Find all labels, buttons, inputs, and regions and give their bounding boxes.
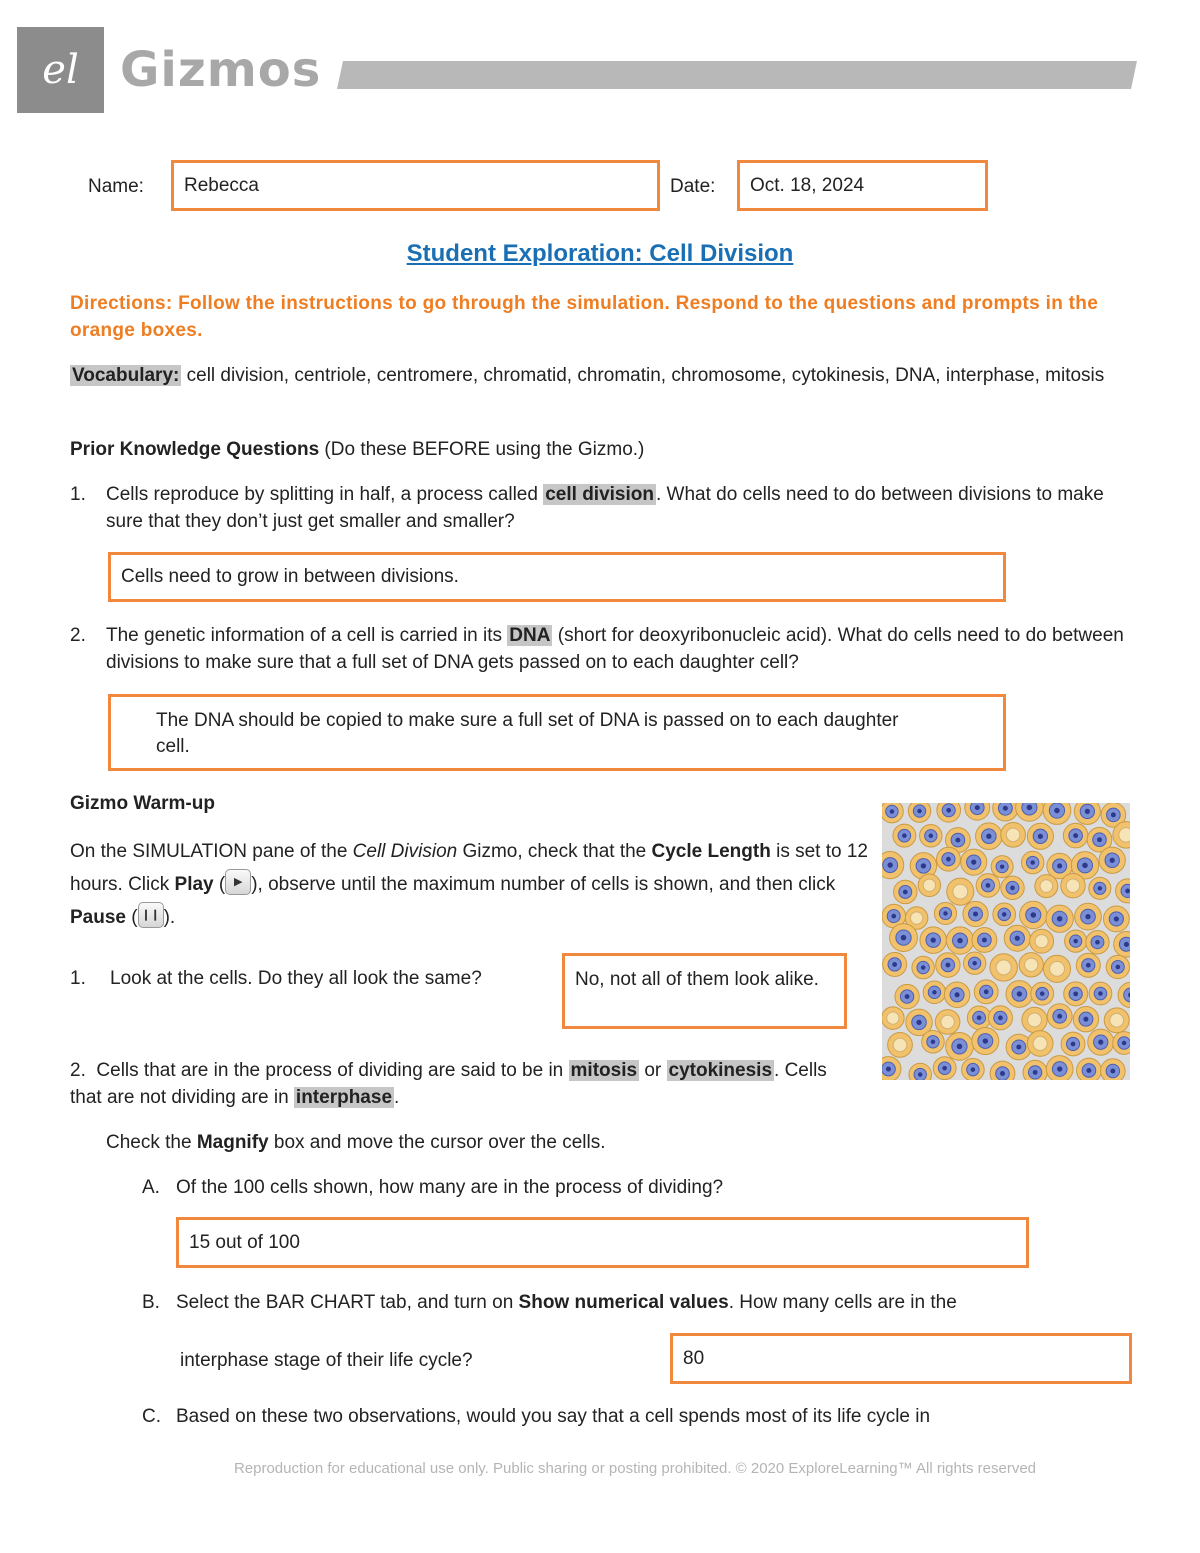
- cell: [1023, 1060, 1047, 1080]
- prior-q2-answer-box[interactable]: The DNA should be copied to make sure a full set of DNA is passed on to each daughter cell.: [108, 694, 1006, 771]
- warmup-q2-mid1: or: [639, 1060, 667, 1081]
- warmup-q2-text: [70, 1057, 850, 1111]
- cell: [920, 825, 942, 847]
- question-b-pre: Select the BAR CHART tab, and turn on: [176, 1292, 519, 1313]
- prior-q1-text: [106, 481, 1116, 535]
- cell: [1031, 982, 1054, 1005]
- cell: [882, 852, 904, 879]
- cell: [1027, 1031, 1053, 1057]
- cell: [922, 1031, 945, 1054]
- brand-name: Gizmos: [120, 42, 322, 98]
- cell: [946, 1032, 974, 1060]
- warmup-q1-answer-box[interactable]: No, not all of them look alike.: [562, 953, 847, 1029]
- vocabulary: [70, 362, 1130, 389]
- explorelearning-logo: [17, 27, 104, 113]
- cell: [1116, 879, 1130, 903]
- cell: [920, 927, 947, 954]
- cell: [936, 953, 960, 977]
- cell: [1073, 1006, 1098, 1031]
- vocabulary-text: cell division, centriole, centromere, chromatid, chromatin, chromosome, cytokinesis, DNA, interphase, mitosis: [181, 365, 1105, 386]
- cell: [1020, 901, 1047, 928]
- question-b-letter: B.: [142, 1292, 160, 1313]
- prior-q1-pre: Cells reproduce by splitting in half, a process called: [106, 484, 544, 505]
- cell: [976, 823, 1003, 850]
- logo-glyph: el: [42, 47, 79, 93]
- cell: [1006, 981, 1033, 1008]
- name-field[interactable]: Rebecca: [171, 160, 660, 211]
- cell: [1043, 955, 1070, 982]
- date-field[interactable]: Oct. 18, 2024: [737, 160, 988, 211]
- cell: [1030, 929, 1054, 953]
- cell: [1099, 847, 1125, 873]
- cell: [962, 1058, 985, 1080]
- cell: [1077, 1058, 1102, 1080]
- cell: [1114, 931, 1130, 957]
- prior-knowledge-heading: [70, 436, 1130, 463]
- cell: [1035, 875, 1058, 898]
- intro-t1: On the SIMULATION pane of the: [70, 841, 353, 862]
- pause-icon: ❙❙: [138, 902, 164, 928]
- cell: [946, 927, 973, 954]
- term-mitosis: mitosis: [570, 1060, 638, 1081]
- question-a-letter: A.: [142, 1177, 160, 1198]
- cell: [1101, 1059, 1126, 1080]
- intro-t7: ).: [163, 907, 176, 928]
- cell: [1074, 803, 1100, 824]
- warmup-intro: [70, 835, 870, 934]
- show-numerical-values-term: Show numerical values: [518, 1292, 729, 1313]
- cell: [1064, 982, 1088, 1006]
- warmup-heading: Gizmo Warm-up: [70, 793, 215, 814]
- warmup-q1-number: 1.: [70, 968, 86, 989]
- cell: [965, 803, 990, 820]
- cell: [1089, 877, 1111, 899]
- cell: [1103, 906, 1129, 932]
- prior-q1-number: 1.: [70, 484, 86, 505]
- cells-svg: [882, 803, 1130, 1080]
- cell: [936, 847, 960, 871]
- cell: [1118, 982, 1130, 1007]
- prior-q2-text: [106, 622, 1126, 676]
- cell: [990, 1061, 1015, 1080]
- question-c-text: Based on these two observations, would you say that a cell spends most of its life cycle in: [176, 1406, 931, 1427]
- warmup-q2-number: 2.: [70, 1060, 86, 1081]
- cell: [933, 1057, 956, 1080]
- vocabulary-label: Vocabulary:: [72, 365, 180, 386]
- prior-q2-pre: The genetic information of a cell is carried in its: [106, 625, 508, 646]
- cell: [1088, 1029, 1114, 1055]
- question-b-post: . How many cells are in the: [728, 1292, 957, 1313]
- cell: [882, 1007, 904, 1030]
- cell: [882, 803, 903, 823]
- page-title: Student Exploration: Cell Division: [406, 240, 794, 267]
- cell: [1063, 823, 1088, 848]
- prior-q2-number: 2.: [70, 625, 86, 646]
- cell: [1061, 873, 1085, 897]
- cell: [1106, 955, 1129, 978]
- cell: [1089, 982, 1112, 1005]
- cell: [894, 880, 917, 903]
- directions-text: Directions: Follow the instructions to go through the simulation. Respond to the questions and prompts in the orange boxes.: [70, 293, 1099, 341]
- cell: [1046, 905, 1073, 932]
- intro-t5: ), observe until the maximum number of cells is shown, and then click: [251, 874, 836, 895]
- question-b-answer-box[interactable]: 80: [670, 1333, 1132, 1384]
- magnify-post: box and move the cursor over the cells.: [268, 1132, 606, 1153]
- cell: [1104, 1008, 1129, 1033]
- cell: [890, 924, 918, 952]
- cell: [1027, 823, 1053, 849]
- cell: [993, 903, 1016, 926]
- cell: [972, 928, 997, 953]
- warmup-q1-text: Look at the cells. Do they all look the same?: [110, 968, 482, 989]
- cell: [908, 803, 930, 822]
- cell: [1076, 953, 1100, 977]
- cell: [882, 1057, 901, 1080]
- cell: [1075, 903, 1102, 930]
- question-c-letter: C.: [142, 1406, 161, 1427]
- cell: [947, 878, 974, 905]
- cell: [1019, 953, 1043, 977]
- cell: [883, 952, 907, 976]
- prior-heading-label: Prior Knowledge Questions: [70, 439, 320, 460]
- magnify-instruction: [106, 1129, 606, 1156]
- term-dna: DNA: [509, 625, 551, 646]
- copyright-footer: Reproduction for educational use only. Public sharing or posting prohibited. © 2020 ExploreLearning™ All rights reserved: [233, 1460, 1037, 1477]
- cell: [961, 849, 987, 875]
- cell: [888, 1033, 913, 1058]
- cell: [974, 980, 998, 1004]
- cell: [918, 874, 940, 896]
- question-a-answer-box[interactable]: 15 out of 100: [176, 1217, 1029, 1268]
- intro-cycle-length: Cycle Length: [651, 841, 771, 862]
- cell: [1043, 803, 1071, 824]
- intro-gizmo-name: Cell Division: [352, 841, 458, 862]
- intro-t6: (: [125, 907, 138, 928]
- warmup-q2-end: .: [394, 1087, 400, 1108]
- question-b-line2: interphase stage of their life cycle?: [180, 1350, 473, 1371]
- warmup-q2-mid2: . Cells that are not dividing are in: [70, 1060, 827, 1108]
- prior-heading-note: (Do these BEFORE using the Gizmo.): [319, 439, 645, 460]
- cell: [895, 984, 919, 1008]
- cell: [1004, 925, 1030, 951]
- cell: [909, 1063, 932, 1080]
- cell: [1047, 1004, 1072, 1029]
- cell: [923, 981, 946, 1004]
- cell: [1086, 931, 1109, 954]
- intro-t2: Gizmo, check that the: [457, 841, 652, 862]
- intro-play: Play: [174, 874, 214, 895]
- term-interphase: interphase: [295, 1087, 393, 1108]
- term-cytokinesis: cytokinesis: [668, 1060, 773, 1081]
- magnify-term: Magnify: [196, 1132, 269, 1153]
- cell: [1046, 1056, 1073, 1080]
- cell: [993, 803, 1018, 821]
- cell: [1001, 822, 1026, 847]
- header-decorative-bar: [337, 61, 1137, 89]
- warmup-q2-pre: Cells that are in the process of dividing are said to be in: [96, 1060, 569, 1081]
- cell: [963, 952, 985, 974]
- cell: [967, 1006, 990, 1029]
- cell: [972, 1027, 999, 1054]
- cell: [1065, 930, 1087, 952]
- prior-q1-post: . What do cells need to do between divisions to make sure that they don’t just get smaller and smaller?: [106, 484, 1104, 532]
- cell: [1061, 1032, 1085, 1056]
- cell: [912, 956, 935, 979]
- cell: [988, 1006, 1012, 1030]
- cell: [991, 856, 1013, 878]
- date-label: Date:: [670, 176, 716, 197]
- prior-q1-answer-box[interactable]: Cells need to grow in between divisions.: [108, 552, 1006, 602]
- play-icon: ▶: [225, 869, 251, 895]
- magnify-pre: Check the: [106, 1132, 197, 1153]
- cell: [1021, 851, 1044, 874]
- intro-t3: is set to 12 hours. Click: [70, 841, 868, 895]
- cell: [990, 954, 1017, 981]
- question-b-text: [176, 1289, 1116, 1316]
- prior-q2-post: (short for deoxyribonucleic acid). What do cells need to do between divisions to make sure that a full set of DNA gets passed on to each daughter cell?: [106, 625, 1124, 673]
- cell: [976, 874, 1000, 898]
- cell: [1113, 1032, 1130, 1055]
- cell: [1022, 1007, 1047, 1032]
- cell: [893, 824, 916, 847]
- cell: [1016, 803, 1044, 821]
- intro-t4: (: [213, 874, 226, 895]
- cell: [934, 902, 956, 924]
- cell: [937, 803, 961, 822]
- question-a-text: Of the 100 cells shown, how many are in the process of dividing?: [176, 1177, 724, 1198]
- cell: [944, 982, 970, 1008]
- term-cell-division: cell division: [545, 484, 654, 505]
- cell: [1001, 876, 1024, 899]
- name-label: Name:: [88, 176, 144, 197]
- cell: [963, 901, 988, 926]
- cells-simulation-image: [882, 803, 1130, 1080]
- cell: [935, 1010, 960, 1035]
- intro-pause: Pause: [70, 907, 126, 928]
